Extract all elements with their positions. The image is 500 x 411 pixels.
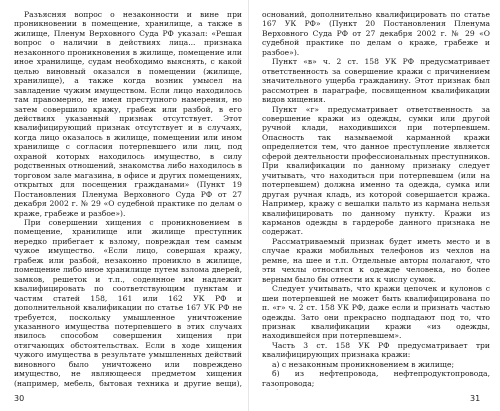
- left-paragraph-2: При совершении хищения с проникновением в помещение, хранилище или жилище преступник нередко прибегает к взлому, повреждая тем самым чужое имущество. «Если лицо, совершая кражу, грабеж или разбой, незаконно проникло в жилище, помещение либо иное хранилище путем взлома дверей, замков, решеток и т.п., содеянное им надлежит квалифицировать по соответствующим пунктам и частям статей 158, 161 или 162 УК РФ и дополнительной квалификации по статье 167 УК РФ не требуется, поскольку умышленное уничтожение указанного имущества потерпевшего в этих случаях явилось способом совершения хищения при отягчающих обстоятельствах. Если в ходе хищения чужого имущества в результате умышленных действий виновного было уничтожено или повреждено имущество, не являющееся предметом хищения (например, мебель, бытовая техника и другие вещи),: [14, 217, 242, 388]
- right-paragraph-1: оснований, дополнительно квалифицировать по статье 167 УК РФ» (Пункт 20 Постановления Пленума Верховного Суда РФ от 27 декабря 2002 г. № 29 «О судебной практике по делам о краже, грабеже и разбое»).: [262, 10, 490, 57]
- right-list-item-a: а) с незаконным проникновением в жилище;: [272, 359, 455, 369]
- left-page: [14, 10, 242, 390]
- right-paragraph-5: Следует учитывать, что кражи цепочек и кулонов с шеи потерпевшей не может быть квалифицирована по п. «г» ч. 2 ст. 158 УК РФ, даже если и признать частью одежды. Зато они прекрасно подпадают под то, что признак квалификации кражи «из одежды, находившейся при потерпевшем».: [262, 284, 490, 341]
- right-paragraph-3: Пункт «г» предусматривает ответственность за совершение кражи из одежды, сумки или другой ручной клади, находившихся при потерпевшем. Опасность так называемой карманной кражи определяется тем, что данное преступление является сферой деятельности профессиональных преступников. При квалификации по данному признаку следует учитывать, что находиться при потерпевшем (или на потерпевшем) должна именно та одежда, сумка или другая ручная кладь, из которой совершается кража. Например, кражу с вешалки пальто из кармана нельзя квалифицировать по данному пункту. Кражи из карманов одежды в гардеробе данного признака не содержат.: [262, 104, 490, 237]
- right-page: [262, 10, 490, 390]
- page-number-right: 31: [470, 394, 481, 403]
- right-list-item-c: [262, 388, 490, 390]
- right-list-item-b: б) из нефтепровода, нефтепродуктопровода, газопровода;: [262, 369, 490, 388]
- right-paragraph-6: Часть 3 ст. 158 УК РФ предусматривает три квалифицирующих признака кражи:: [262, 340, 490, 360]
- right-paragraph-4: Рассматриваемый признак будет иметь место и в случае кражи мобильных телефонов из чехлов на ремне, на шее и т.п. Отдельные авторы полагают, что эти чехлы относятся к одежде человека, но более верным было бы отнести их к числу сумок.: [262, 236, 490, 284]
- page-number-left: 30: [14, 394, 25, 403]
- left-paragraph-1: Разъясняя вопрос о незаконности и вине при проникновении в помещение, хранилище, а также в жилище, Пленум Верховного Суда РФ указал: «Решая вопрос о наличии в действиях лица... признака незаконного проникновения в жилище, помещение или иное хранилище, судам необходимо выяснять, с какой целью виновный оказался в помещении (жилище, хранилище), а также когда возник умысел на завладение чужим имуществом. Если лицо находилось там правомерно, не имея преступного намерения, но затем совершило кражу, грабеж или разбой, в его действиях указанный признак отсутствует. Этот квалифицирующий признак отсутствует и в случаях, когда лицо оказалось в жилище, помещении или ином хранилище с согласия потерпевшего или лиц, под охраной которых находилось имущество, в силу родственных отношений, знакомства либо находилось в торговом зале магазина, в офисе и других помещениях, открытых для посещения гражданами» (Пункт 19 Постановления Пленума Верховного Суда РФ от 27 декабря 2002 г. № 29 «О судебной практике по делам о краже, грабеже и разбое»).: [14, 10, 242, 218]
- page-gutter: [248, 0, 249, 411]
- right-paragraph-2: Пункт «в» ч. 2 ст. 158 УК РФ предусматривает ответственность за совершение кражи с причинением значительного ущерба гражданину. Этот признак был рассмотрен в параграфе, посвященном квалификации видов хищения.: [262, 57, 490, 105]
